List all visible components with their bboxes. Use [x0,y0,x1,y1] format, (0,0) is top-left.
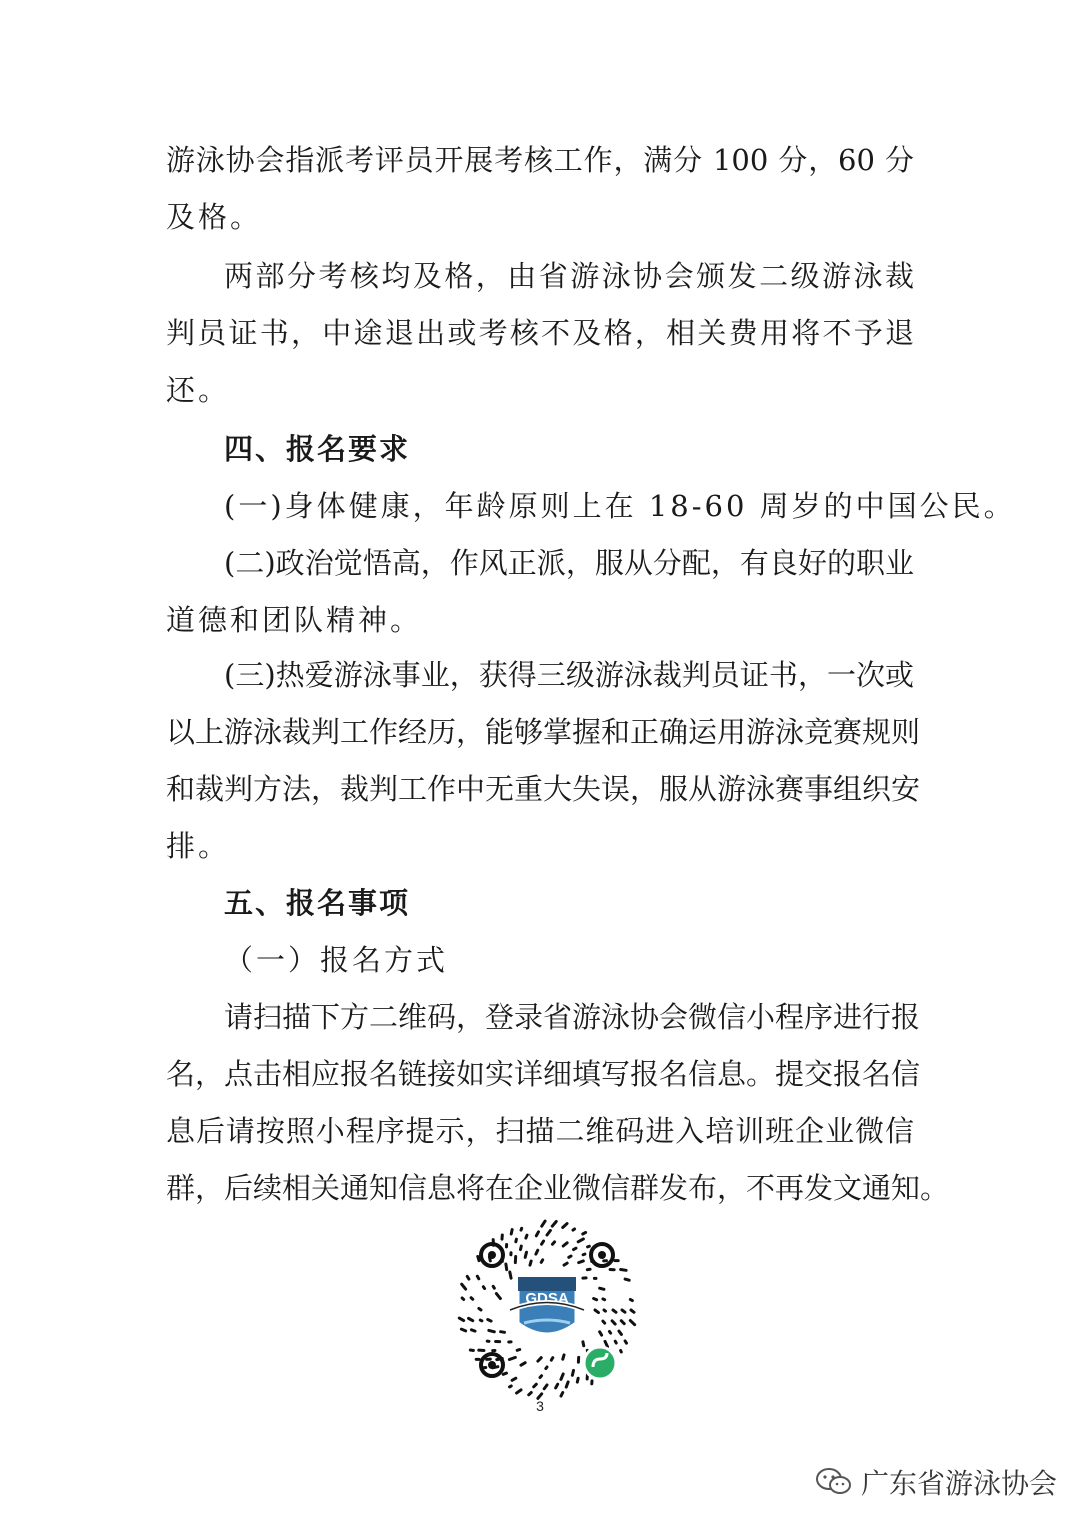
watermark-text: 广东省游泳协会 [861,1467,1058,1500]
miniprogram-icon [584,1347,616,1379]
paragraph-line: 以上游泳裁判工作经历，能够掌握和正确运用游泳竞赛规则 [166,715,921,749]
section-heading: 四、报名要求 [224,432,411,466]
paragraph-line: （一）报名方式 [224,943,449,977]
badge-text: GDSA [525,1290,569,1307]
gdsa-badge-icon [510,1277,584,1334]
paragraph-line: 两部分考核均及格，由省游泳协会颁发二级游泳裁 [224,259,914,293]
paragraph-line: 名，点击相应报名链接如实详细填写报名信息。提交报名信 [166,1057,921,1091]
paragraph-line: 判员证书，中途退出或考核不及格，相关费用将不予退 [166,316,914,350]
paragraph-line: 游泳协会指派考评员开展考核工作，满分 100 分，60 分 [166,143,914,177]
paragraph-line: 请扫描下方二维码，登录省游泳协会微信小程序进行报 [224,1000,921,1034]
paragraph-line: 及格。 [166,200,263,234]
paragraph-line: (二)政治觉悟高，作风正派，服从分配，有良好的职业 [224,546,914,580]
paragraph-line: 排。 [166,829,231,863]
watermark [815,1462,1057,1502]
paragraph-line: 和裁判方法，裁判工作中无重大失误，服从游泳赛事组织安 [166,772,921,806]
paragraph-line: (一)身体健康，年龄原则上在 18-60 周岁的中国公民。 [224,489,1016,523]
miniprogram-code[interactable] [452,1215,642,1405]
paragraph-line: 还。 [166,373,231,407]
paragraph-line: 群，后续相关通知信息将在企业微信群发布，不再发文通知。 [166,1171,950,1205]
paragraph-line: 道德和团队精神。 [166,603,423,637]
paragraph-line: 息后请按照小程序提示，扫描二维码进入培训班企业微信 [166,1114,914,1148]
section-heading: 五、报名事项 [224,886,411,920]
wechat-icon [815,1466,853,1498]
paragraph-line: (三)热爱游泳事业，获得三级游泳裁判员证书，一次或 [224,658,914,692]
page-number: 3 [536,1398,544,1414]
